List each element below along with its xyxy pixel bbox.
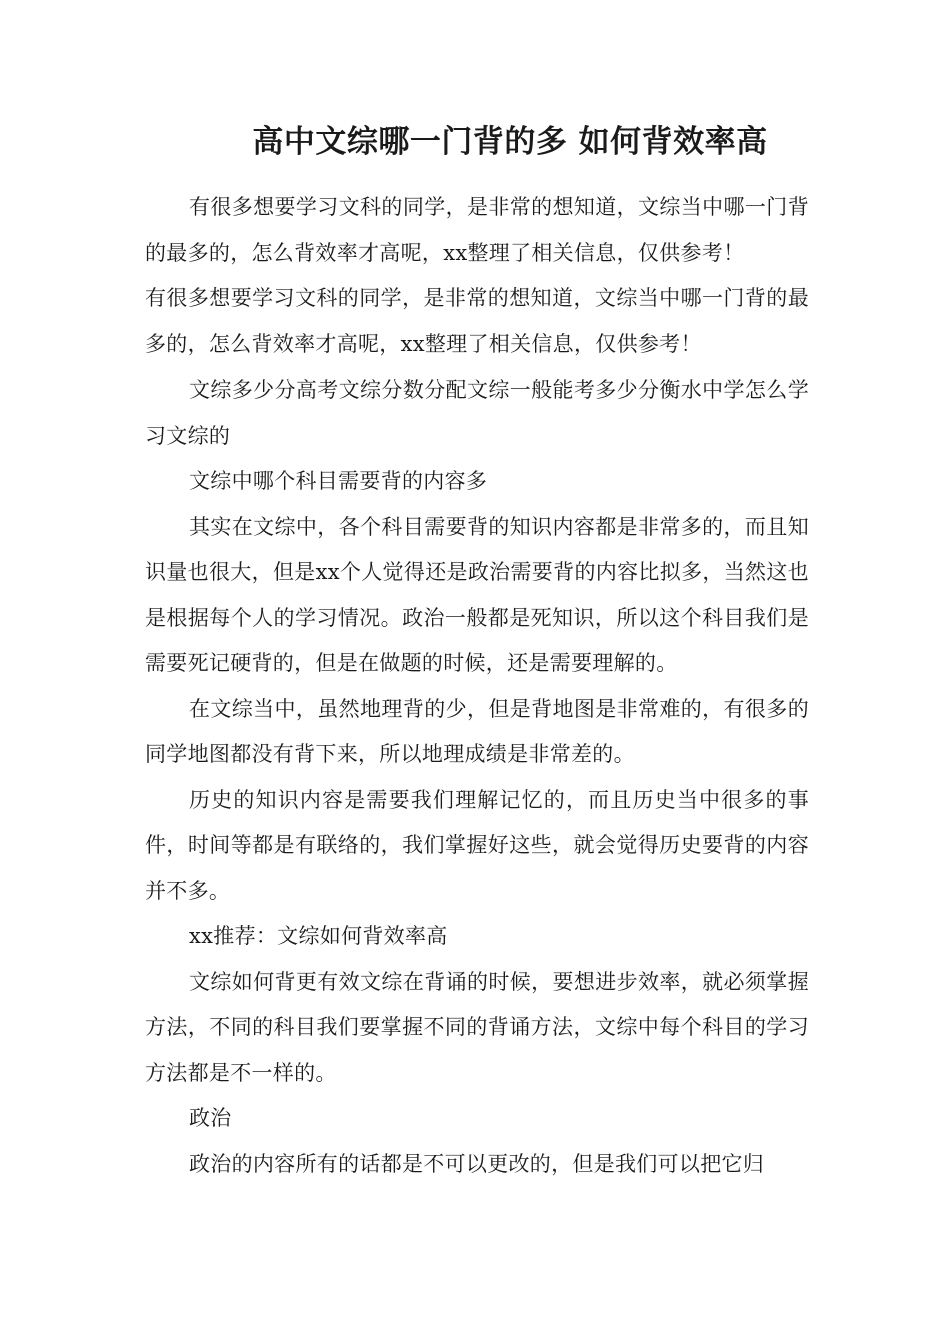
paragraph: 有很多想要学习文科的同学，是非常的想知道，文综当中哪一门背的最多的，怎么背效率才高呢，xx整理了相关信息，仅供参考！: [145, 286, 809, 356]
paragraph: 有很多想要学习文科的同学，是非常的想知道，文综当中哪一门背的最多的，怎么背效率才高呢，xx整理了相关信息，仅供参考！: [145, 195, 809, 265]
paragraph: 在文综当中，虽然地理背的少，但是背地图是非常难的，有很多的同学地图都没有背下来，所以地理成绩是非常差的。: [145, 696, 809, 766]
paragraph: 文综多少分高考文综分数分配文综一般能考多少分衡水中学怎么学习文综的: [145, 378, 809, 448]
document-body: [145, 185, 809, 1187]
paragraph-heading: xx推荐：文综如何背效率高: [189, 924, 448, 948]
paragraph-heading: 政治: [189, 1106, 232, 1130]
paragraph: 其实在文综中，各个科目需要背的知识内容都是非常多的，而且知识量也很大，但是xx个人觉得还是政治需要背的内容比拟多，当然这也是根据每个人的学习情况。政治一般都是死知识，所以这个科目我们是需要死记硬背的，但是在做题的时候，还是需要理解的。: [145, 514, 809, 675]
paragraph: 政治的内容所有的话都是不可以更改的，但是我们可以把它归: [189, 1151, 765, 1176]
paragraph: 文综如何背更有效文综在背诵的时候，要想进步效率，就必须掌握方法，不同的科目我们要掌握不同的背诵方法，文综中每个科目的学习方法都是不一样的。: [145, 969, 809, 1085]
paragraph: 历史的知识内容是需要我们理解记忆的，而且历史当中很多的事件，时间等都是有联络的，我们掌握好这些，就会觉得历史要背的内容并不多。: [145, 787, 809, 903]
paragraph-heading: 文综中哪个科目需要背的内容多: [189, 469, 488, 493]
document-title: 高中文综哪一门背的多 如何背效率高: [252, 124, 768, 160]
